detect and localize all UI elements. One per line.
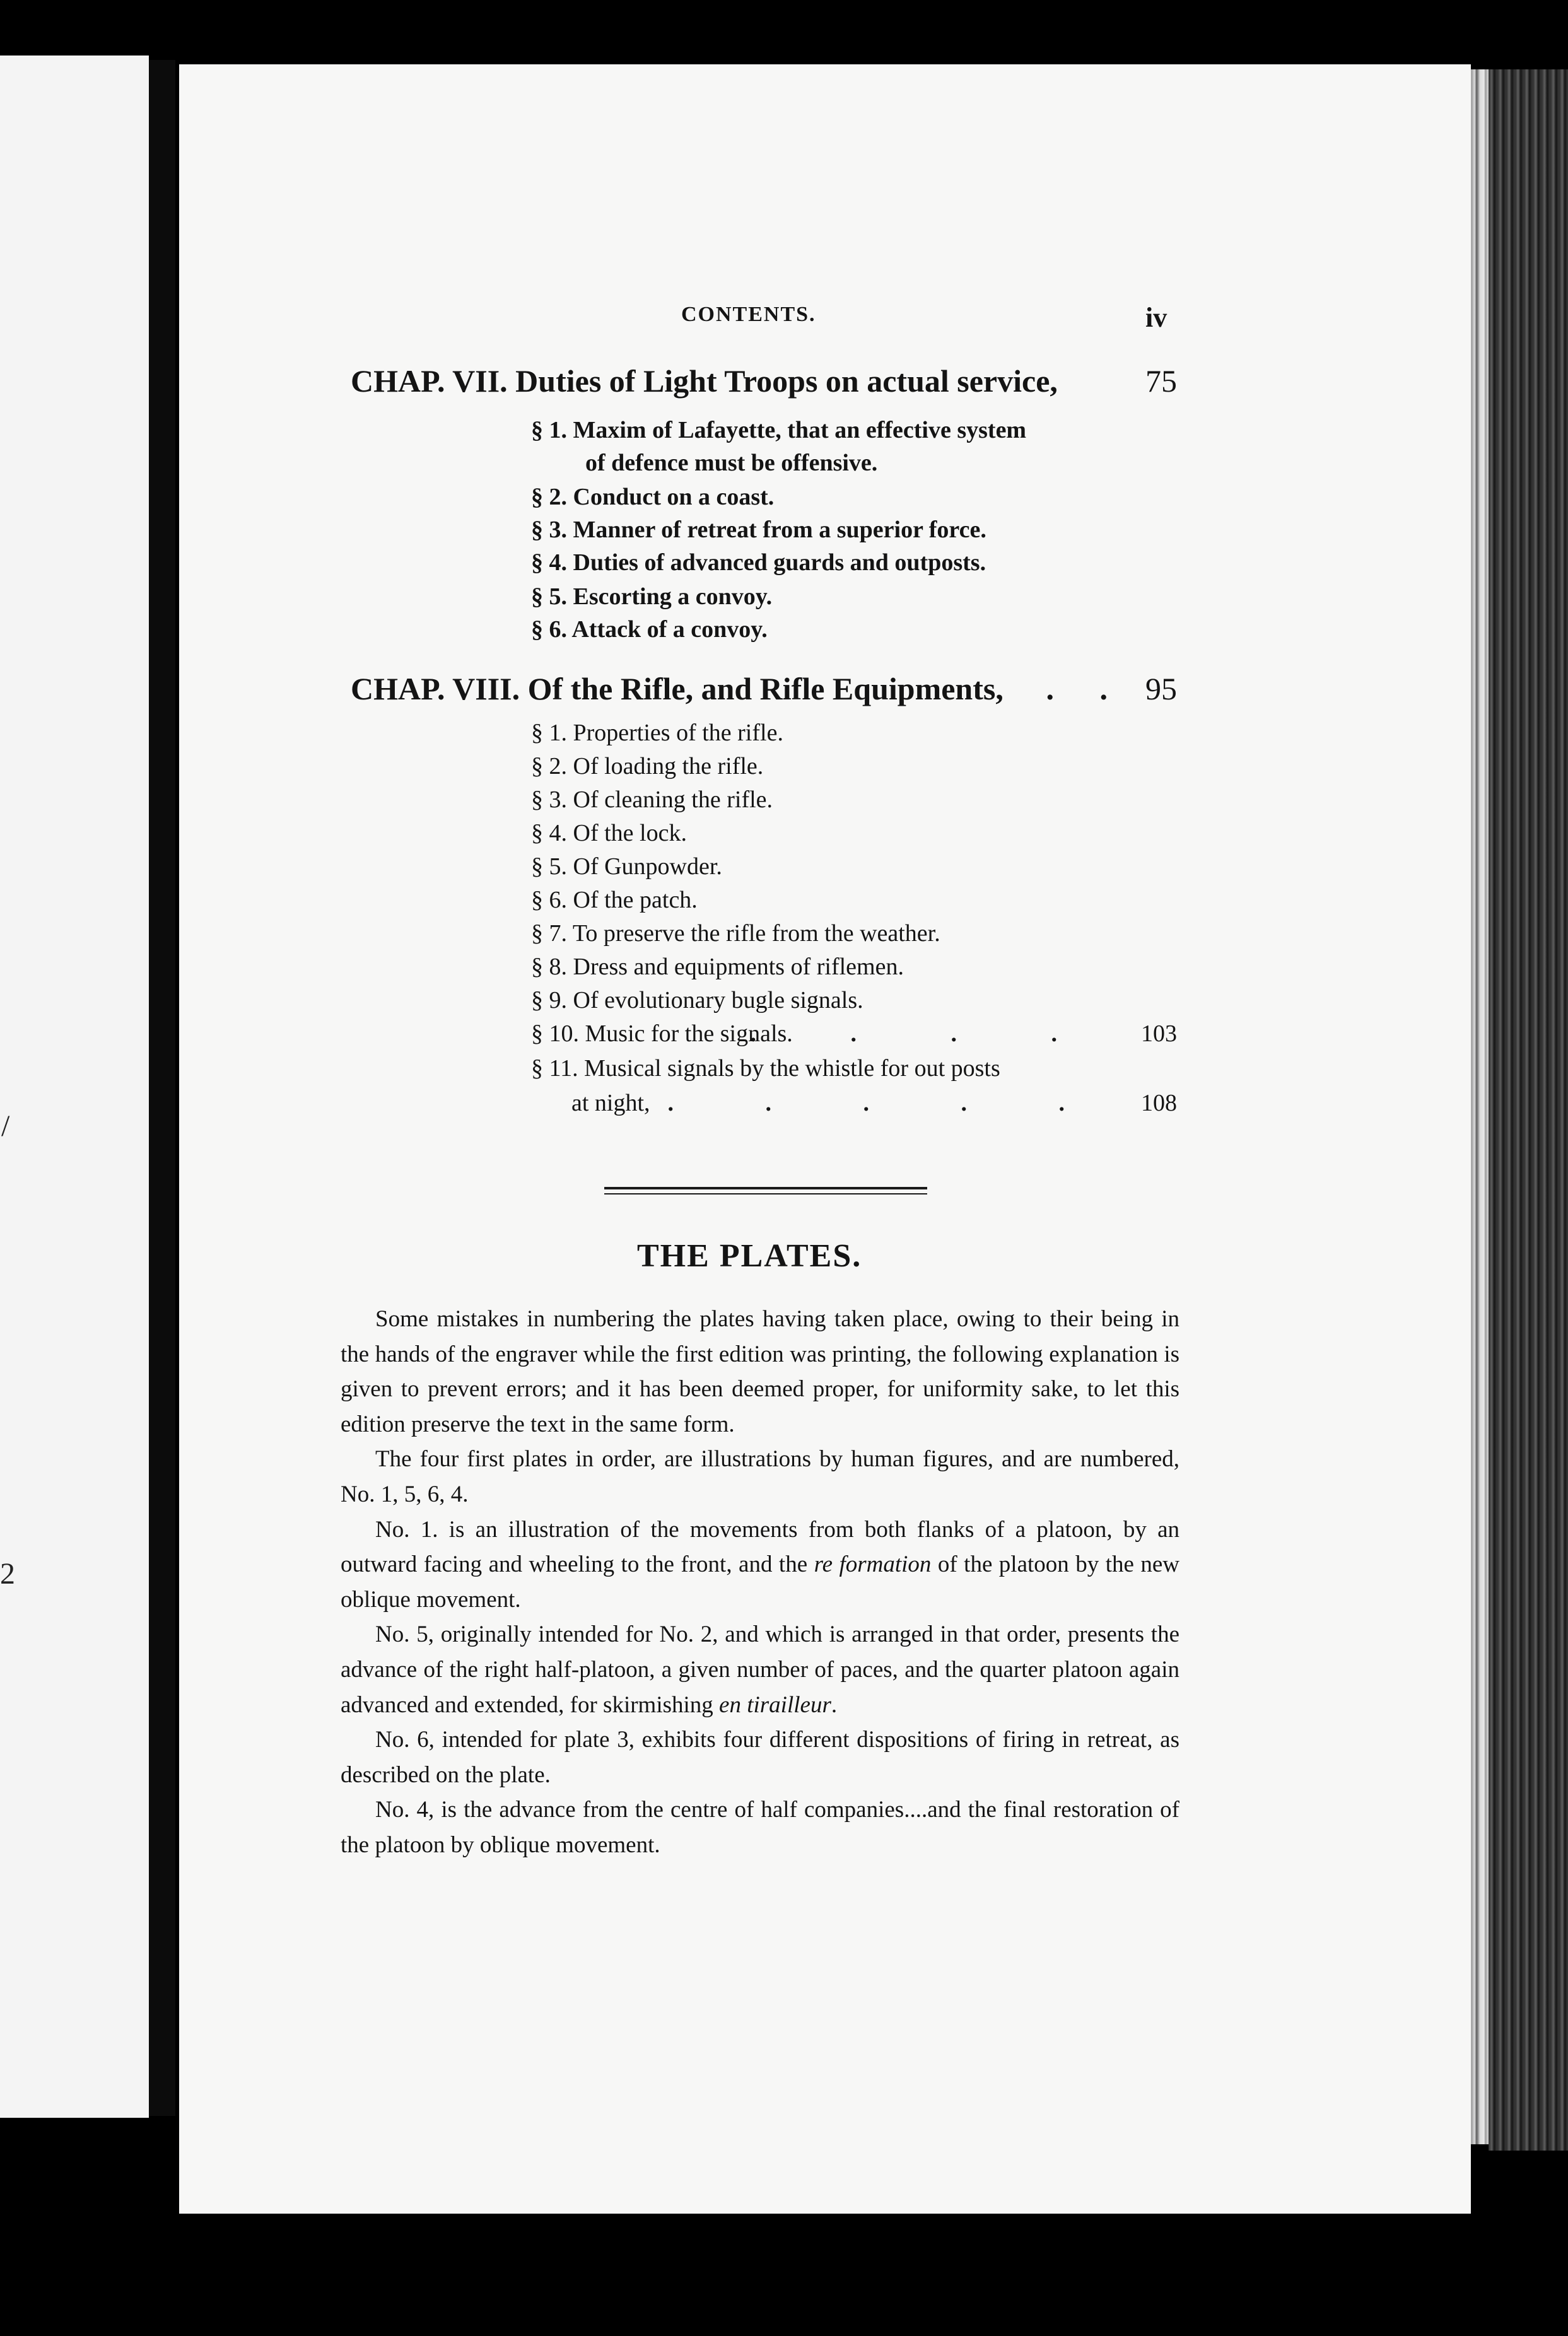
toc-section: § 1. Maxim of Lafayette, that an effective system [531,417,1027,443]
toc-chapter-page: 95 [1145,671,1177,706]
toc-section: § 4. Duties of advanced guards and outposts. [531,549,986,576]
text-run: No. 5, originally intended for No. 2, and which is arranged in that order, presents the advance of the right half-platoon, a given number of paces, and the quarter platoon again advanced and extended, for skirmishing [341,1621,1179,1718]
paragraph [341,1617,1179,1722]
toc-chapter-label: CHAP. VIII. Of the Rifle, and Rifle Equipments, [351,671,1003,706]
left-page-mark: / [1,1109,10,1143]
paragraph: The four first plates in order, are illustrations by human figures, and are numbered, No. 1, 5, 6, 4. [341,1446,1179,1507]
toc-section: § 8. Dress and equipments of riflemen. [531,954,904,980]
toc-chapter-label: CHAP. VII. Duties of Light Troops on actual service, [351,363,1058,399]
toc-section: § 9. Of evolutionary bugle signals. [531,987,863,1013]
plates-heading: THE PLATES. [637,1238,862,1274]
paragraph: Some mistakes in numbering the plates having taken place, owing to their being in the hands of the engraver while the first edition was printing, the following explanation is given to prevent errors; and it has been deemed proper, for uniformity sake, to let this edition preserve the text in the same form. [341,1306,1179,1437]
toc-section-continuation [571,1089,1177,1117]
toc-section: § 3. Manner of retreat from a superior force. [531,517,986,543]
section-divider-thin [604,1193,927,1194]
toc-section-page: 103 [1141,1020,1177,1047]
toc-section-page: 108 [1141,1090,1177,1116]
running-head: CONTENTS. [681,303,816,326]
toc-section: § 4. Of the lock. [531,820,687,846]
toc-leader-dots: . . [1046,671,1126,706]
toc-chapter-8 [351,670,1177,707]
toc-section: § 2. Conduct on a coast. [531,484,775,510]
page-number: iv [1145,302,1167,333]
left-page [0,55,149,2118]
toc-section: § 5. Of Gunpowder. [531,853,722,880]
text-run: No. 1. is an illustration of the movements from both flanks of a platoon, by an outward facing and wheeling to the front, and the [341,1516,1179,1578]
section-divider [604,1187,927,1189]
toc-section-label: § 10. Music for the signals. [531,1020,793,1047]
toc-section: § 7. To preserve the rifle from the weather. [531,920,940,947]
text-run: of the platoon by the new oblique movement. [341,1551,1179,1613]
toc-chapter-7 [351,363,1177,399]
toc-section: § 2. Of loading the rifle. [531,753,764,780]
paragraph: No. 4, is the advance from the centre of half companies....and the final restoration of the platoon by oblique movement. [341,1797,1179,1858]
toc-leader-dots: . . . . . [667,1090,1108,1116]
plates-body [341,1302,1179,1863]
book-gutter [149,60,175,2116]
toc-section-continuation: of defence must be offensive. [585,450,878,476]
toc-section: § 3. Of cleaning the rifle. [531,786,773,813]
text-run: . [831,1691,838,1718]
toc-leader-dots: . . . . [750,1020,1101,1047]
toc-chapter-page: 75 [1145,363,1177,399]
italic-text: re formation [814,1551,932,1578]
left-page-mark: 2 [0,1557,15,1591]
toc-section: § 6. Attack of a convoy. [531,616,768,643]
italic-text: en tirailleur [719,1691,831,1718]
paragraph [341,1512,1179,1618]
toc-section: § 11. Musical signals by the whistle for out posts [531,1055,1000,1082]
toc-section-label: at night, [571,1090,650,1116]
toc-section: § 5. Escorting a convoy. [531,583,773,610]
toc-section: § 1. Properties of the rifle. [531,720,783,746]
toc-section [531,1020,1177,1048]
paragraph: No. 6, intended for plate 3, exhibits four different dispositions of firing in retreat, as described on the plate. [341,1727,1179,1788]
page-edges-shadow [1489,69,1568,2151]
toc-section: § 6. Of the patch. [531,887,698,913]
